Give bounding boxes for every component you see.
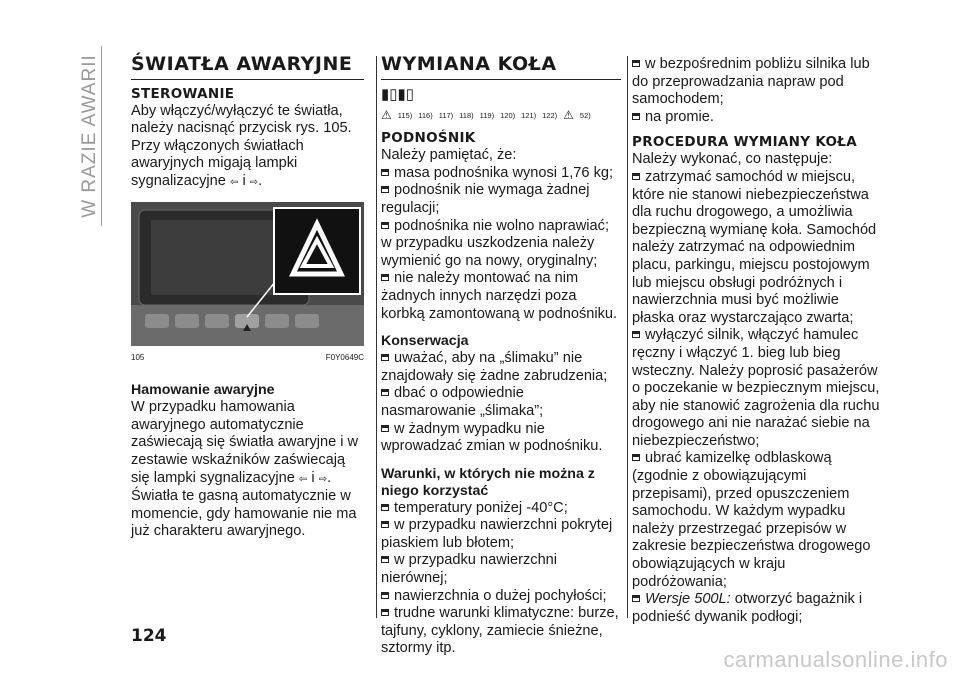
bullet-icon [381,169,389,176]
list-item: temperatury poniżej -40°C; [381,500,621,518]
warning-icon: ⚠ [381,107,392,122]
section-title: WYMIANA KOŁA [381,56,621,80]
list-item: nawierzchnia o dużej pochyłości; [381,588,621,606]
hazard-symbol-icon: ▮▯▮▯ [381,85,415,103]
watermark: carmanualsonline.info [723,647,948,672]
paragraph: Światła te gasną automatycznie w momencie, gdy hamowanie nie ma już charakteru awaryjnego. [131,488,357,540]
bullet-list [381,350,621,456]
subheading: Warunki, w których nie można z niego korzystać [381,465,595,499]
list-item: masa podnośnika wynosi 1,76 kg; [381,165,621,183]
figure-number: 105 [131,352,145,362]
dashboard-photo [131,202,364,346]
list-item: wyłączyć silnik, włączyć hamulec ręczny i włączyć 1. bieg lub bieg wsteczny. Należy poprosić pasażerów o poczekanie w bezpiecznym miejscu, aby nie stanowić zagrożenia dla ruchu drogowego ani nie narażać siebie na niebezpieczeństwo; [632,327,880,449]
list-item: trudne warunki klimatyczne: burze, tajfuny, cyklony, zamiecie śnieżne, sztormy itp. [381,605,619,657]
bullet-icon [632,173,640,180]
list-item: zatrzymać samochód w miejscu, które nie stanowi niebezpieczeństwa dla ruchu drogowego, a umożliwia bezpieczną wymianę koła. Samochód należy zatrzymać na odpowiednim placu, parkingu, miejscu postojowym lub miejscu obsługi podróżnych i nawierzchnia musi być możliwie płaska oraz wystarczająco zwarta; [632,168,877,326]
caution-icon: ⚠ [563,107,574,122]
text: . [327,469,332,486]
list-item: ubrać kamizelkę odblaskową (zgodnie z obowiązującymi przepisami), przed opuszczeniem samochodu. W każdym wypadku należy przestrzegać przepisów w zakresie bezpieczeństwa drogowego obowiązujących w kraju podróżowania; [632,450,871,590]
subheading: Hamowanie awaryjne [131,382,275,399]
page-number: 124 [131,626,167,646]
ref: 119) [479,110,495,120]
bullet-icon [632,113,640,120]
bullet-icon [632,454,640,461]
section-title: ŚWIATŁA AWARYJNE [131,56,364,80]
paragraph [131,399,364,488]
bullet-list [381,165,621,323]
bullet-icon [632,331,640,338]
list-item: Wersje 500L: otworzyć bagażnik i podnieść dywanik podłogi; [632,591,863,625]
bullet-icon [381,425,389,432]
text: i [242,172,246,189]
figure-caption [131,349,364,367]
column-3 [632,56,880,626]
bullet-icon [381,609,389,616]
bullet-icon [632,60,640,67]
bullet-icon [381,521,389,528]
subheading: Konserwacja [381,333,469,350]
ref: 122) [542,110,558,120]
list-item: uważać, aby na „ślimaku” nie znajdowały się żadne zabrudzenia; [381,350,608,384]
ref: 117) [438,110,454,120]
column-divider [627,56,628,618]
list-item: w przypadku nawierzchni nierównej; [381,552,558,587]
text: W przypadku hamowania awaryjnego automatycznie zaświecają się światła awaryjne i w zestawie wskaźników zaświecają się lampki sygnalizacyjne [131,399,359,486]
bullet-icon [381,354,389,361]
bullet-list [632,56,880,126]
bullet-list [381,500,621,658]
bullet-icon [381,389,389,396]
figure-code: F0Y0649C [325,352,364,362]
turn-signal-icon: ⇦ [229,176,239,188]
ref: 121) [521,110,537,120]
bullet-icon [381,556,389,563]
text: i [311,469,315,486]
list-item: dbać o odpowiednie nasmarowanie „ślimaka”; [381,385,544,419]
turn-signal-icon: ⇨ [249,176,259,188]
paragraph: Należy wykonać, co następuje: [632,151,833,168]
column-1 [131,53,364,541]
list-item: w przypadku nawierzchni pokrytej piaskiem lub błotem; [381,517,613,551]
ref: 52) [579,110,591,120]
list-item: w żadnym wypadku nie wprowadzać zmian w podnośniku. [381,420,603,455]
ref: 115) [397,110,413,120]
subsection-title: PODNOŚNIK [381,130,476,147]
subsection-title: STEROWANIE [131,85,235,102]
subsection-title: PROCEDURA WYMIANY KOŁA [632,134,857,151]
column-2 [381,53,621,658]
bullet-icon [381,274,389,281]
bullet-icon [632,595,640,602]
version-label: Wersje 500L: [645,591,731,608]
turn-signal-icon: ⇨ [318,473,328,485]
list-item: na promie. [632,109,880,127]
bullet-icon [381,186,389,193]
text: Aby włączyć/wyłączyć te światła, należy nacisnąć przycisk rys. 105. Przy włączonych światłach awaryjnych migają lampki sygnalizacyjne [131,102,352,189]
bullet-list [632,169,880,626]
list-item: w bezpośrednim pobliżu silnika lub do przeprowadzania napraw pod samochodem; [632,56,870,108]
column-divider [376,56,377,618]
text: . [258,172,263,189]
bullet-icon [381,222,389,229]
list-item: podnośnik nie wymaga żadnej regulacji; [381,182,590,216]
bullet-icon [381,504,389,511]
ref: 116) [418,110,433,120]
paragraph [131,103,364,192]
turn-signal-icon: ⇦ [298,473,308,485]
bullet-icon [381,592,389,599]
list-item: podnośnika nie wolno naprawiać; w przypadku uszkodzenia należy wymienić go na nowy, oryginalny; [381,217,609,269]
paragraph: Należy pamiętać, że: [381,147,517,164]
ref: 120) [500,110,516,120]
ref: 118) [459,110,474,120]
side-tab-label: W RAZIE AWARII [79,54,100,218]
reference-list [381,107,621,125]
hazard-button-illustration [131,202,364,346]
list-item: nie należy montować na nim żadnych innych narzędzi poza korbką zamontowaną w podnośniku. [381,270,618,322]
section-side-tab [79,46,103,226]
